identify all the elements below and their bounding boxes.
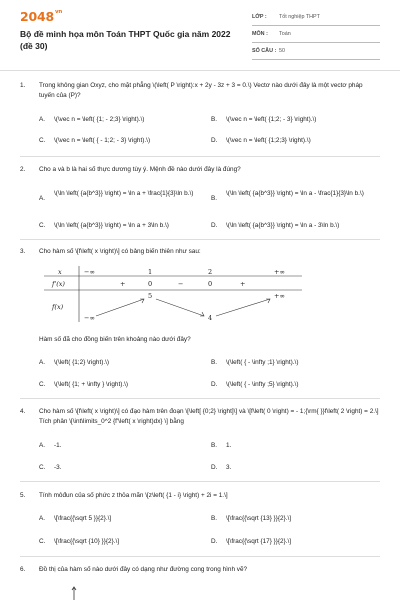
table-sign: − <box>178 280 184 288</box>
option-text: \(\ln \left( {a{b^3}} \right) = \ln a - 3\ln b.\) <box>226 222 340 229</box>
increase-arrow <box>96 299 144 316</box>
table-f-value: 5 <box>148 292 153 300</box>
option-label: C. <box>39 222 46 229</box>
option-label: C. <box>39 538 46 545</box>
logo-text: 2048 <box>20 9 54 24</box>
option-text: \(\vec n = \left( { - 1;2; - 3} \right).\) <box>54 137 151 144</box>
option-label: A. <box>39 195 46 202</box>
option-label: B. <box>211 515 218 522</box>
option-label: D. <box>211 222 218 229</box>
question-number: 6. <box>20 566 26 573</box>
option-text: \(\vec n = \left( {1; - 2;3} \right).\) <box>54 116 145 123</box>
option-label: D. <box>211 538 218 545</box>
option-label: B. <box>211 195 218 202</box>
question-number: 3. <box>20 248 26 255</box>
question-divider <box>20 156 380 157</box>
header-divider <box>0 70 400 71</box>
variation-table <box>44 266 304 329</box>
option-label: C. <box>39 381 46 388</box>
option-label: A. <box>39 515 46 522</box>
question-number: 4. <box>20 408 26 415</box>
increase-arrow <box>216 299 270 316</box>
option-text: \[\frac{{\sqrt {13} }}{2}.\] <box>226 515 292 522</box>
option-text: \(\vec n = \left( {1;2; - 3} \right).\) <box>226 116 317 123</box>
option-label: A. <box>39 442 46 449</box>
option-label: B. <box>211 359 218 366</box>
option-text: -3. <box>54 464 62 471</box>
table-sign: 0 <box>148 280 153 288</box>
option-label: C. <box>39 464 46 471</box>
option-text: 1. <box>226 442 232 449</box>
question-stem: Đồ thị của hàm số nào dưới đây có dạng như đường cong trong hình vẽ? <box>39 566 248 573</box>
question-stem: Cho hàm số \[f\left( x \right)\] có đạo hàm trên đoạn \[\left[ {0;2} \right]\] và \[f\left( 0 \right) = - 1;{\rm{ }}f\left( 2 \right) = 2.\] Tích phân \[\int\limits_0^2 {f'\left( x \right)dx} \] bằng <box>39 408 379 425</box>
option-text: \[\frac{{\sqrt {10} }}{2}.\] <box>54 538 120 545</box>
question-prompt: Hàm số đã cho đồng biến trên khoảng nào dưới đây? <box>39 336 191 343</box>
option-text: 3. <box>226 464 232 471</box>
meta-row-subject <box>252 26 380 43</box>
question-number: 2. <box>20 166 26 173</box>
table-f-value: −∞ <box>84 314 95 322</box>
option-text: \(\ln \left( {a{b^3}} \right) = \ln a - \frac{1}{3}\ln b.\) <box>226 190 364 197</box>
meta-value: Toán <box>279 31 291 37</box>
option-text: \(\left( { - \infty ;5} \right).\) <box>226 381 299 388</box>
option-label: D. <box>211 464 218 471</box>
option-text: -1. <box>54 442 62 449</box>
exam-meta-panel <box>252 9 380 60</box>
table-sign: + <box>240 280 246 288</box>
option-label: C. <box>39 137 46 144</box>
option-label: D. <box>211 381 218 388</box>
question-stem: Cho hàm số \[f\left( x \right)\] có bảng biến thiên như sau: <box>39 248 201 255</box>
meta-value: Tốt nghiệp THPT <box>279 14 320 20</box>
option-label: B. <box>211 116 218 123</box>
option-text: \[\frac{{\sqrt {17} }}{2}.\] <box>226 538 292 545</box>
option-text: \(\left( {1;2} \right).\) <box>54 359 110 366</box>
meta-row-class <box>252 9 380 26</box>
meta-key: SỐ CÂU : <box>252 48 277 54</box>
question-divider <box>20 556 380 557</box>
variation-table-graphic <box>44 266 304 324</box>
table-sign: + <box>120 280 126 288</box>
meta-row-count <box>252 43 380 60</box>
option-label: B. <box>211 442 218 449</box>
option-text: \[\frac{{\sqrt 5 }}{2}.\] <box>54 515 112 522</box>
question-stem: Tính môđun của số phức z thỏa mãn \[z\left( {1 - i} \right) + 2i = 1.\] <box>39 492 228 499</box>
logo-suffix: vn <box>55 9 63 15</box>
table-x-value: −∞ <box>84 268 95 276</box>
table-x-label: x <box>58 268 62 276</box>
option-label: A. <box>39 116 46 123</box>
meta-key: MÔN : <box>252 31 268 37</box>
meta-key: LỚP : <box>252 14 267 20</box>
question-divider <box>20 398 380 399</box>
meta-value: 50 <box>279 48 285 54</box>
option-label: D. <box>211 137 218 144</box>
question-number: 1. <box>20 82 26 89</box>
option-text: \(\left( {1; + \infty } \right).\) <box>54 381 129 388</box>
decrease-arrow <box>156 299 204 316</box>
option-text: \(\ln \left( {a{b^3}} \right) = \ln a + \frac{1}{3}\ln b.\) <box>54 190 194 197</box>
option-text: \(\ln \left( {a{b^3}} \right) = \ln a + 3\ln b.\) <box>54 222 169 229</box>
table-sign: 0 <box>208 280 213 288</box>
question-stem: Cho a và b là hai số thực dương tùy ý. Mệnh đề nào dưới đây là đúng? <box>39 166 241 173</box>
question-stem: Trong không gian Oxyz, cho mặt phẳng \(\left( P \right):x + 2y - 3z + 3 = 0.\) Vectơ nào dưới đây là một vectơ pháp tuyến của (P)? <box>39 82 363 99</box>
graph-axis-icon <box>68 586 80 600</box>
page-header <box>0 0 400 62</box>
question-number: 5. <box>20 492 26 499</box>
option-text: \(\left( { - \infty ;1} \right).\) <box>226 359 299 366</box>
table-x-value: 1 <box>148 268 153 276</box>
table-x-value: +∞ <box>274 268 285 276</box>
option-text: \(\vec n = \left( {1;2;3} \right).\) <box>226 137 311 144</box>
question-divider <box>20 239 380 240</box>
question-divider <box>20 481 380 482</box>
table-f-label: f(x) <box>52 303 64 311</box>
table-f-value: 4 <box>208 314 213 322</box>
exam-title: Bộ đề minh họa môn Toán THPT Quốc gia năm 2022 (đề 30) <box>20 29 231 51</box>
table-fp-label: f'(x) <box>52 280 65 288</box>
site-logo[interactable] <box>20 9 62 24</box>
table-x-value: 2 <box>208 268 213 276</box>
option-label: A. <box>39 359 46 366</box>
table-f-value: +∞ <box>274 292 285 300</box>
